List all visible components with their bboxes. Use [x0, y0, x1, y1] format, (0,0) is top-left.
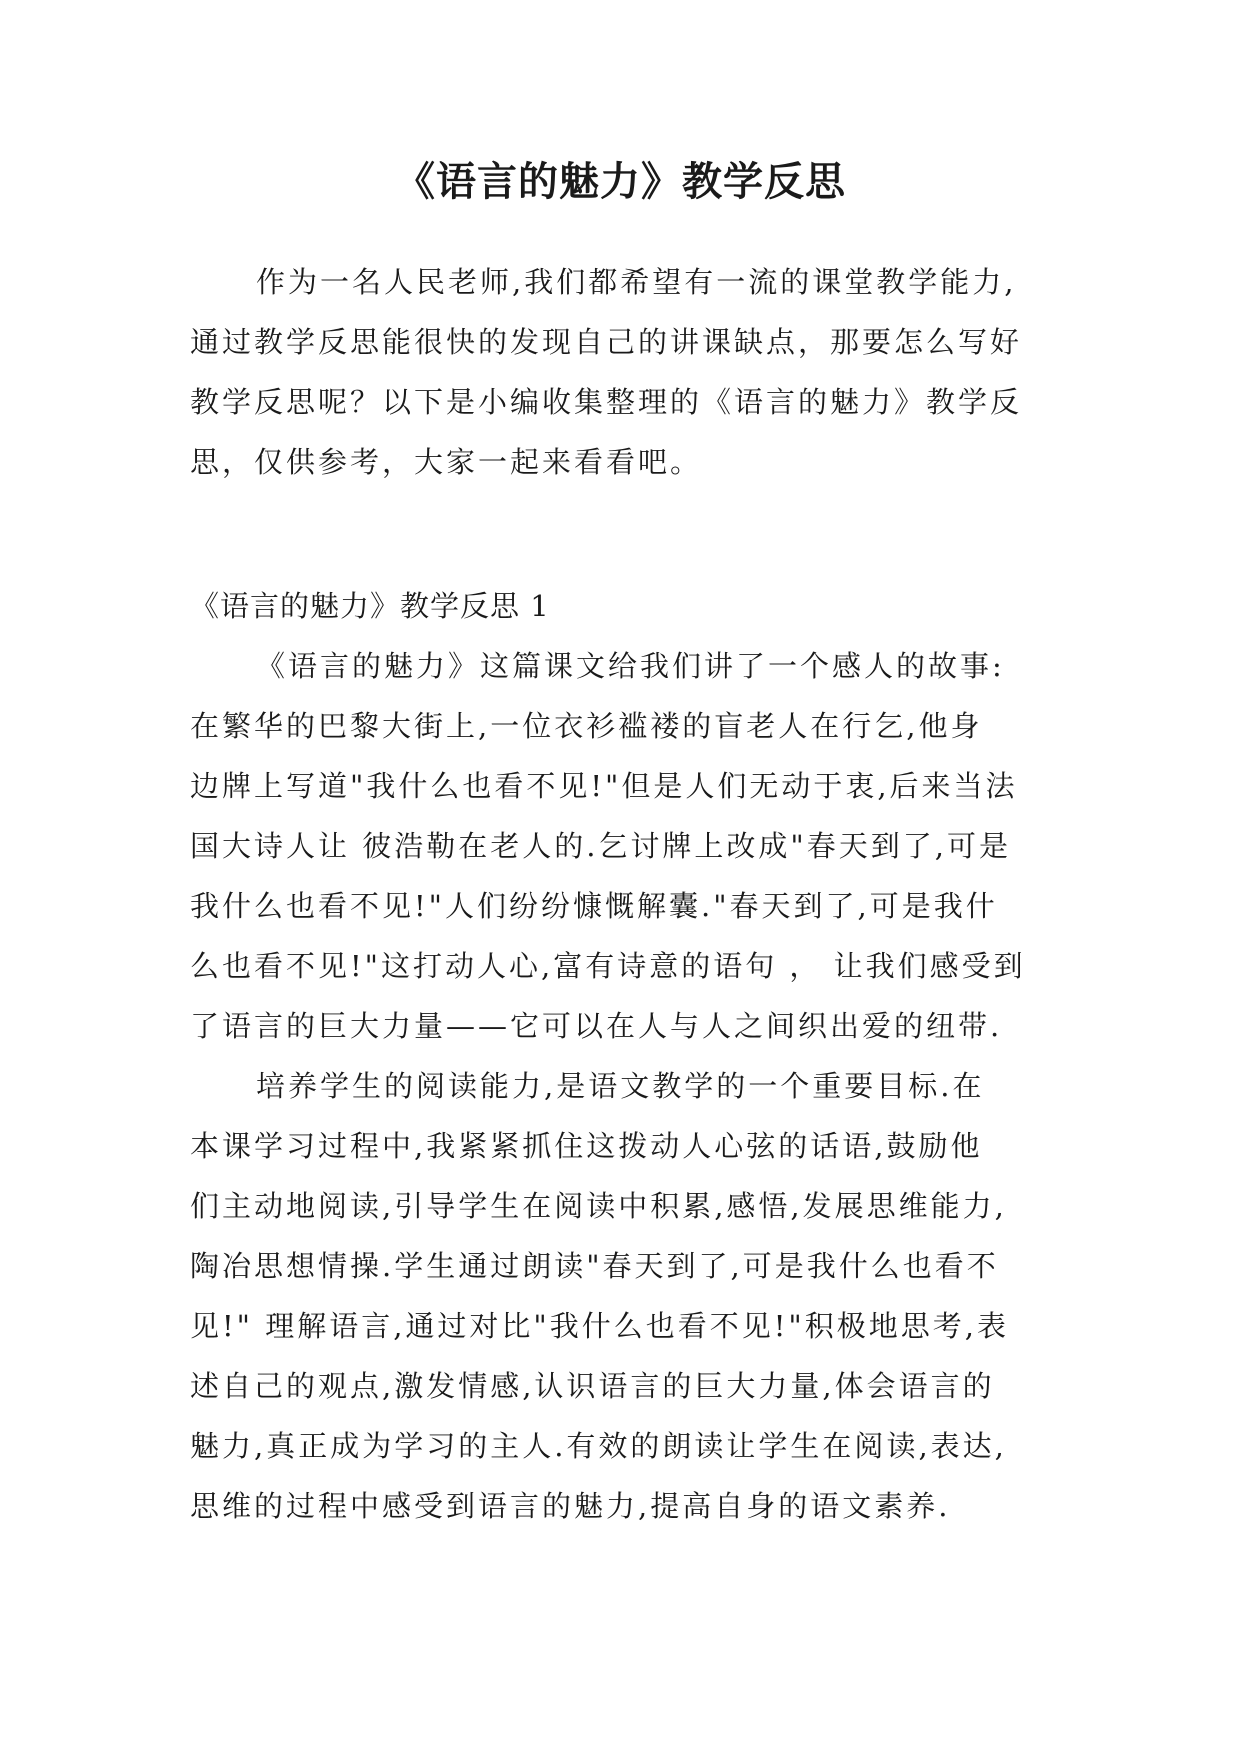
text-line: 思维的过程中感受到语言的魅力,提高自身的语文素养.: [190, 1489, 951, 1523]
text-line: 教学反思呢？以下是小编收集整理的《语言的魅力》教学反: [190, 385, 1023, 419]
text-line: 陶冶思想情操.学生通过朗读"春天到了,可是我什么也看不: [190, 1249, 999, 1283]
text-line: 作为一名人民老师,我们都希望有一流的课堂教学能力,: [256, 265, 1017, 299]
text-line: 思，仅供参考，大家一起来看看吧。: [190, 445, 703, 479]
text-line: 本课学习过程中,我紧紧抓住这拨动人心弦的话语,鼓励他: [190, 1129, 983, 1163]
text-line: 魅力,真正成为学习的主人.有效的朗读让学生在阅读,表达,: [190, 1429, 1007, 1463]
text-line: 见!" 理解语言,通过对比"我什么也看不见!"积极地思考,表: [190, 1309, 1009, 1343]
text-line: 我什么也看不见!"人们纷纷慷慨解囊."春天到了,可是我什: [190, 889, 998, 923]
text-line: 述自己的观点,激发情感,认识语言的巨大力量,体会语言的: [190, 1369, 995, 1403]
text-line: 《语言的魅力》这篇课文给我们讲了一个感人的故事:: [256, 649, 1005, 683]
section-heading: 《语言的魅力》教学反思 1: [190, 589, 550, 623]
text-line: 培养学生的阅读能力,是语文教学的一个重要目标.在: [256, 1069, 985, 1103]
paragraph-2: [190, 1056, 1050, 1536]
text-line: 国大诗人让 彼浩勒在老人的.乞讨牌上改成"春天到了,可是: [190, 829, 1011, 863]
text-line: 们主动地阅读,引导学生在阅读中积累,感悟,发展思维能力,: [190, 1189, 1007, 1223]
intro-paragraph: [190, 252, 1050, 492]
text-line: 边牌上写道"我什么也看不见!"但是人们无动于衷,后来当法: [190, 769, 1018, 803]
page-title: 《语言的魅力》教学反思: [395, 159, 846, 205]
text-line: 么也看不见!"这打动人心,富有诗意的语句 ， 让我们感受到: [190, 949, 1026, 983]
text-line: 通过教学反思能很快的发现自己的讲课缺点，那要怎么写好: [190, 325, 1023, 359]
text-line: 在繁华的巴黎大街上,一位衣衫褴褛的盲老人在行乞,他身: [190, 709, 983, 743]
text-line: 了语言的巨大力量——它可以在人与人之间织出爱的纽带.: [190, 1009, 1003, 1043]
paragraph-1: [190, 636, 1050, 1056]
